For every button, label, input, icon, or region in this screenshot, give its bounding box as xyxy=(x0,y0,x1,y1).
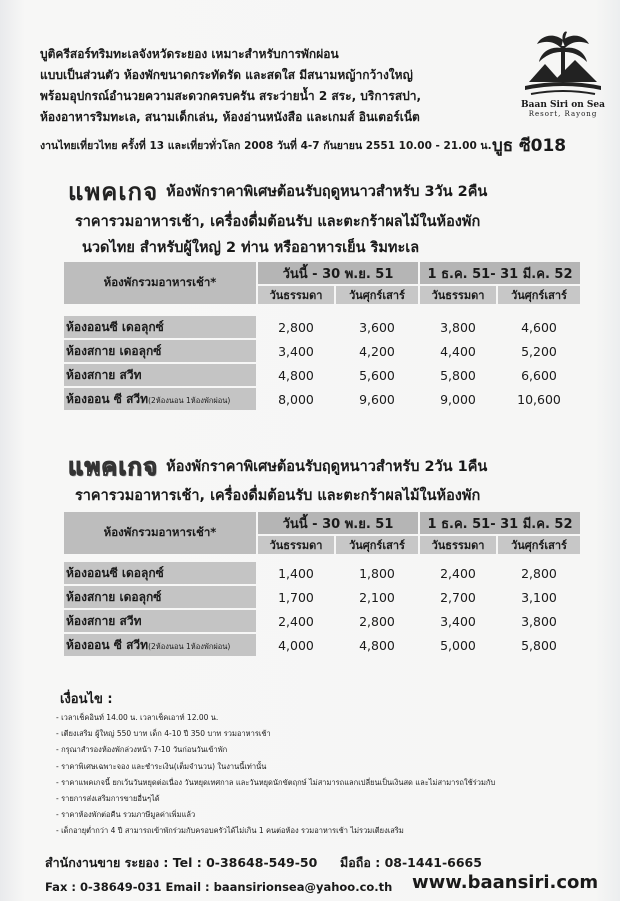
price-cell: 2,700 xyxy=(440,589,476,605)
package2-line1: ราคารวมอาหารเช้า, เครื่องดื่มต้อนรับ และตะกร้าผลไม้ในห้องพัก xyxy=(75,488,481,504)
room-name: ห้องออนซี เดอลุกซ์ xyxy=(64,316,256,338)
conditions-title: เงื่อนไข : xyxy=(60,692,113,707)
price-cell: 2,100 xyxy=(359,589,395,605)
mobile-number: 08-1441-6665 xyxy=(384,855,482,870)
day-header: วันศุกร์เสาร์ xyxy=(498,286,580,304)
room-name: ห้องสกาย เดอลุกซ์ xyxy=(64,586,256,608)
palm-logo-icon xyxy=(523,30,603,100)
day-header: วันธรรมดา xyxy=(420,286,496,304)
day-header: วันศุกร์เสาร์ xyxy=(498,536,580,554)
office-label: สำนักงานขาย ระยอง : xyxy=(45,855,169,870)
period2-header: 1 ธ.ค. 51- 31 มี.ค. 52 xyxy=(420,512,580,534)
package1-heading xyxy=(68,172,487,211)
intro-line: แบบเป็นส่วนตัว ห้องพักขนาดกระทัดรัด และสดใส มีสนามหญ้ากว้างใหญ่ xyxy=(40,68,413,82)
logo-name: Baan Siri on Sea xyxy=(521,100,605,110)
condition-item: - กรุณาสำรองห้องพักล่วงหน้า 7-10 วันก่อนวันเข้าพัก xyxy=(56,742,606,758)
table-row xyxy=(64,316,580,338)
room-name: ห้องออน ซี สวีท(2ห้องนอน 1ห้องพักผ่อน) xyxy=(64,634,256,656)
room-header: ห้องพักรวมอาหารเช้า* xyxy=(64,512,256,554)
package1-line1: ราคารวมอาหารเช้า, เครื่องดื่มต้อนรับ และตะกร้าผลไม้ในห้องพัก xyxy=(75,214,481,230)
price-cell: 5,200 xyxy=(521,343,557,359)
period1-header: วันนี้ - 30 พ.ย. 51 xyxy=(258,262,418,284)
price-cell: 1,400 xyxy=(278,565,314,581)
room-name: ห้องสกาย สวีท xyxy=(64,364,256,386)
day-header: วันธรรมดา xyxy=(258,536,334,554)
price-cell: 8,000 xyxy=(278,391,314,407)
event-info: งานไทยเที่ยวไทย ครั้งที่ 13 และเที่ยวทั่วโลก 2008 วันที่ 4-7 กันยายน 2551 10.00 - 21.00 น. xyxy=(40,140,492,152)
price-cell: 4,800 xyxy=(359,637,395,653)
table-row xyxy=(64,562,580,584)
room-header: ห้องพักรวมอาหารเช้า* xyxy=(64,262,256,304)
room-name: ห้องสกาย เดอลุกซ์ xyxy=(64,340,256,362)
condition-item: - รายการส่งเสริมการขายอื่นๆได้ xyxy=(56,791,606,807)
price-cell: 5,000 xyxy=(440,637,476,653)
day-header: วันธรรมดา xyxy=(258,286,334,304)
price-cell: 3,800 xyxy=(440,319,476,335)
room-name: ห้องออน ซี สวีท(2ห้องนอน 1ห้องพักผ่อน) xyxy=(64,388,256,410)
condition-item: - เด็กอายุต่ำกว่า 4 ปี สามารถเข้าพักร่วมกับครอบครัวได้ไม่เกิน 1 คนต่อห้อง รวมอาหารเช้า ไม่รวมเตียงเสริม xyxy=(56,823,606,839)
website-link[interactable]: www.baansiri.com xyxy=(412,872,599,893)
package1-rate-table xyxy=(62,260,582,412)
room-name: ห้องสกาย สวีท xyxy=(64,610,256,632)
day-header: วันธรรมดา xyxy=(420,536,496,554)
table-row xyxy=(64,388,580,410)
condition-item: - เตียงเสริม ผู้ใหญ่ 550 บาท เด็ก 4-10 ปี 350 บาท รวมอาหารเช้า xyxy=(56,726,606,742)
package1-title: ห้องพักราคาพิเศษต้อนรับฤดูหนาวสำหรับ 3วัน 2คืน xyxy=(166,184,488,200)
price-cell: 5,600 xyxy=(359,367,395,383)
price-cell: 3,600 xyxy=(359,319,395,335)
fax-number: Fax : 0-38649-031 xyxy=(45,880,162,894)
price-cell: 2,400 xyxy=(278,613,314,629)
price-cell: 5,800 xyxy=(521,637,557,653)
intro-line: ห้องอาหารริมทะเล, สนามเด็กเล่น, ห้องอ่านหนังสือ และเกมส์ อินเตอร์เน็ต xyxy=(40,110,420,124)
table-row xyxy=(64,610,580,632)
price-cell: 9,000 xyxy=(440,391,476,407)
period1-header: วันนี้ - 30 พ.ย. 51 xyxy=(258,512,418,534)
price-cell: 5,800 xyxy=(440,367,476,383)
resort-logo xyxy=(515,30,611,130)
price-cell: 2,400 xyxy=(440,565,476,581)
price-cell: 2,800 xyxy=(278,319,314,335)
price-cell: 4,000 xyxy=(278,637,314,653)
day-header: วันศุกร์เสาร์ xyxy=(336,286,418,304)
package2-rate-table xyxy=(62,510,582,658)
logo-subtitle: Resort, Rayong xyxy=(528,110,598,118)
price-cell: 6,600 xyxy=(521,367,557,383)
fax-email-contact xyxy=(45,880,392,894)
booth-number: บูธ ซี018 xyxy=(492,136,567,156)
intro-text xyxy=(40,44,510,128)
package2-word: แพคเกจ xyxy=(68,453,159,481)
price-cell: 3,800 xyxy=(521,613,557,629)
table-row xyxy=(64,634,580,656)
price-cell: 3,100 xyxy=(521,589,557,605)
price-cell: 2,800 xyxy=(359,613,395,629)
table-row xyxy=(64,586,580,608)
package1-line2: นวดไทย สำหรับผู้ใหญ่ 2 ท่าน หรืออาหารเย็น ริมทะเล xyxy=(82,240,420,256)
conditions-list xyxy=(56,710,606,840)
email-address: Email : baansirionsea@yahoo.co.th xyxy=(165,880,393,894)
table-row xyxy=(64,364,580,386)
sales-office-contact xyxy=(45,853,482,873)
price-cell: 1,700 xyxy=(278,589,314,605)
period2-header: 1 ธ.ค. 51- 31 มี.ค. 52 xyxy=(420,262,580,284)
price-cell: 2,800 xyxy=(521,565,557,581)
package1-word: แพคเกจ xyxy=(68,178,159,206)
price-cell: 4,400 xyxy=(440,343,476,359)
day-header: วันศุกร์เสาร์ xyxy=(336,536,418,554)
room-name: ห้องออนซี เดอลุกซ์ xyxy=(64,562,256,584)
price-cell: 3,400 xyxy=(278,343,314,359)
price-cell: 3,400 xyxy=(440,613,476,629)
price-cell: 10,600 xyxy=(517,391,561,407)
package2-heading xyxy=(68,447,487,486)
condition-item: - ราคาพิเศษเฉพาะจอง และชำระเงิน(เต็มจำนวน) ในงานนี้เท่านั้น xyxy=(56,759,606,775)
table-row xyxy=(64,340,580,362)
office-tel: Tel : 0-38648-549-50 xyxy=(172,855,318,870)
price-cell: 1,800 xyxy=(359,565,395,581)
price-cell: 9,600 xyxy=(359,391,395,407)
intro-line: บูติครีสอร์ทริมทะเลจังหวัดระยอง เหมาะสำหรับการพักผ่อน xyxy=(40,47,339,61)
price-cell: 4,600 xyxy=(521,319,557,335)
condition-item: - ราคาแพคเกจนี้ ยกเว้นวันหยุดต่อเนื่อง วันหยุดเทศกาล และวันหยุดนักขัตฤกษ์ ไม่สามารถแลกเปลี่ยนเป็นเงินสด และไม่สามารถใช้ร่วมกับ xyxy=(56,775,606,791)
mobile-label: มือถือ : xyxy=(340,855,381,870)
price-cell: 4,200 xyxy=(359,343,395,359)
condition-item: - ราคาห้องพักต่อคืน รวมภาษีมูลค่าเพิ่มแล้ว xyxy=(56,807,606,823)
price-cell: 4,800 xyxy=(278,367,314,383)
intro-line: พร้อมอุปกรณ์อำนวยความสะดวกครบครัน สระว่ายน้ำ 2 สระ, บริการสปา, xyxy=(40,89,422,103)
package2-title: ห้องพักราคาพิเศษต้อนรับฤดูหนาวสำหรับ 2วัน 1คืน xyxy=(166,459,488,475)
condition-item: - เวลาเช็คอินท์ 14.00 น. เวลาเช็คเอาท์ 12.00 น. xyxy=(56,710,606,726)
